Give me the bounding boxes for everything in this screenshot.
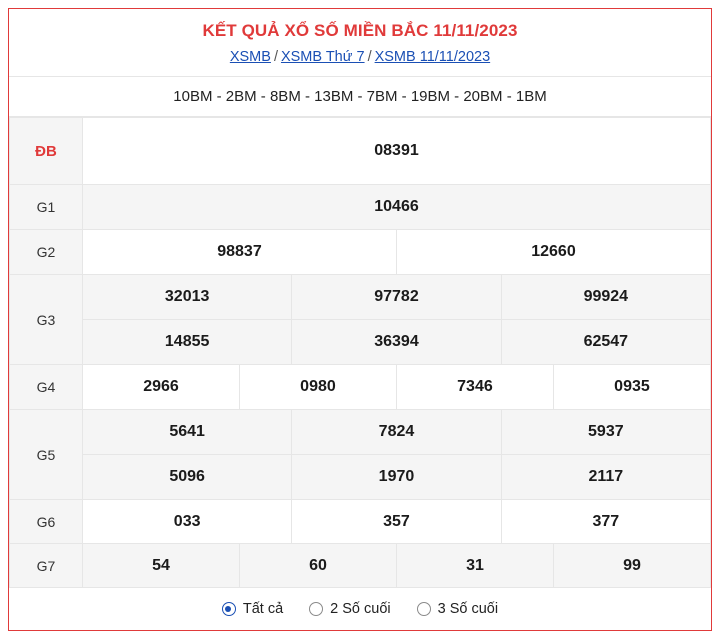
prize-value-g2-1: 12660 — [396, 230, 710, 275]
breadcrumb-link-xsmb-thu-7[interactable]: XSMB Thứ 7 — [280, 49, 365, 65]
breadcrumb-separator-1: / — [273, 49, 278, 65]
page-title: KẾT QUẢ XỔ SỐ MIỀN BẮC 11/11/2023 — [202, 21, 518, 40]
lottery-result-card — [8, 8, 712, 631]
breadcrumb — [9, 49, 711, 76]
radio-option-3-digits[interactable] — [417, 601, 498, 617]
prize-value-g7-1: 60 — [239, 544, 396, 588]
breadcrumb-separator-2: / — [367, 49, 372, 65]
prize-label-g3: G3 — [10, 275, 83, 365]
radio-icon-all[interactable] — [222, 602, 236, 616]
prize-value-g5-1: 7824 — [292, 410, 501, 455]
breadcrumb-link-xsmb[interactable]: XSMB — [229, 49, 271, 65]
prize-value-g5-5: 2117 — [501, 455, 710, 500]
prize-value-g4-2: 7346 — [396, 365, 553, 410]
loto-summary-bar: 10BM - 2BM - 8BM - 13BM - 7BM - 19BM - 20BM - 1BM — [9, 76, 711, 117]
breadcrumb-link-xsmb-date[interactable]: XSMB 11/11/2023 — [374, 49, 491, 65]
prize-value-g4-1: 0980 — [239, 365, 396, 410]
table-row-g1 — [10, 185, 711, 230]
prize-value-g4-0: 2966 — [83, 365, 240, 410]
table-row-db — [10, 118, 711, 185]
prize-value-g5-2: 5937 — [501, 410, 710, 455]
prize-label-g5: G5 — [10, 410, 83, 500]
prize-value-g7-3: 99 — [553, 544, 710, 588]
results-table — [9, 117, 711, 588]
prize-value-g6-2: 377 — [501, 500, 710, 544]
filter-radio-group — [9, 588, 711, 630]
prize-label-db: ĐB — [10, 118, 83, 185]
table-row-g4 — [10, 365, 711, 410]
prize-label-g6: G6 — [10, 500, 83, 544]
radio-option-2-digits[interactable] — [309, 601, 390, 617]
table-row-g2 — [10, 230, 711, 275]
table-row-g3-2 — [10, 320, 711, 365]
prize-value-g6-0: 033 — [83, 500, 292, 544]
radio-icon-2-digits[interactable] — [309, 602, 323, 616]
prize-value-g5-0: 5641 — [83, 410, 292, 455]
prize-label-g1: G1 — [10, 185, 83, 230]
table-row-g6 — [10, 500, 711, 544]
radio-label-2-digits: 2 Số cuối — [330, 601, 391, 617]
prize-value-g1-0: 10466 — [83, 185, 711, 230]
table-row-g3-1 — [10, 275, 711, 320]
prize-label-g4: G4 — [10, 365, 83, 410]
prize-value-g7-2: 31 — [396, 544, 553, 588]
prize-value-g5-4: 1970 — [292, 455, 501, 500]
prize-value-g3-3: 14855 — [83, 320, 292, 365]
radio-option-all[interactable] — [222, 601, 283, 617]
radio-label-all: Tất cả — [242, 601, 284, 617]
prize-label-g2: G2 — [10, 230, 83, 275]
prize-value-g6-1: 357 — [292, 500, 501, 544]
radio-label-3-digits: 3 Số cuối — [437, 601, 499, 617]
radio-icon-3-digits[interactable] — [417, 602, 431, 616]
table-row-g5-2 — [10, 455, 711, 500]
prize-value-g3-4: 36394 — [292, 320, 501, 365]
table-row-g5-1 — [10, 410, 711, 455]
prize-value-g4-3: 0935 — [553, 365, 710, 410]
table-row-g7 — [10, 544, 711, 588]
prize-value-g3-5: 62547 — [501, 320, 710, 365]
prize-value-g7-0: 54 — [83, 544, 240, 588]
prize-value-db: 08391 — [83, 118, 711, 185]
prize-value-g5-3: 5096 — [83, 455, 292, 500]
prize-value-g3-1: 97782 — [292, 275, 501, 320]
prize-value-g3-2: 99924 — [501, 275, 710, 320]
prize-value-g2-0: 98837 — [83, 230, 397, 275]
prize-value-g3-0: 32013 — [83, 275, 292, 320]
prize-label-g7: G7 — [10, 544, 83, 588]
